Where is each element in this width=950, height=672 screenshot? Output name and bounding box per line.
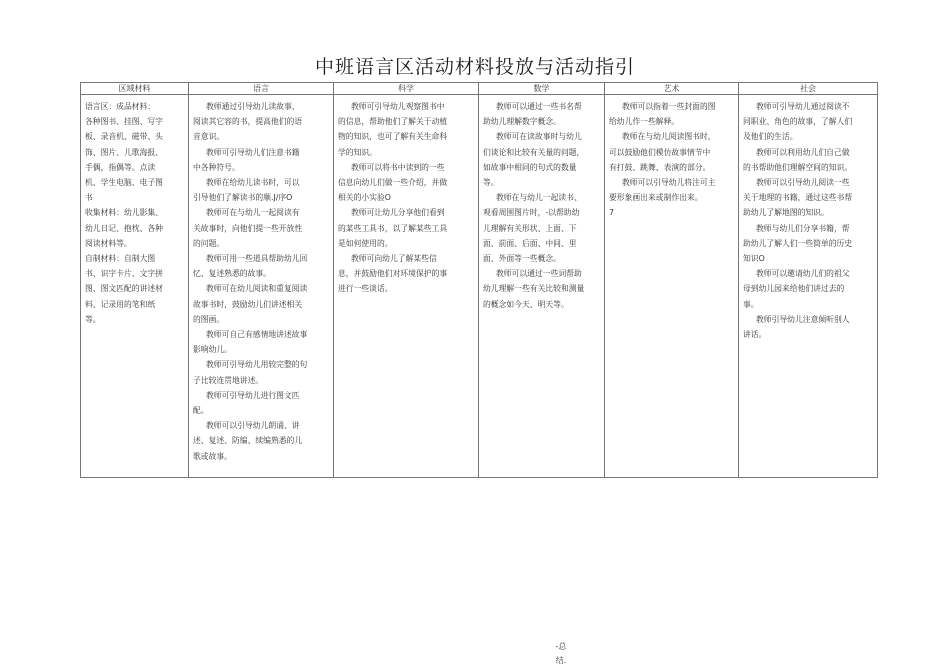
- cell-text-line: 板、录音机、磁带、头: [85, 132, 163, 142]
- cell-text-line: 的信息，帮助他们了解关于动植: [338, 117, 448, 127]
- cell-text-line: 料、记录用的笔和纸: [85, 299, 156, 309]
- cell-text-line: 教师可以利用幼儿们自己做: [756, 147, 850, 157]
- cell-text-line: 信息向幼儿们做一些介绍，并做: [338, 178, 448, 188]
- cell-text-line: 教师可以引导幼儿阅读一些: [756, 178, 850, 188]
- cell-text-line: 教师可在与幼儿一起阅读有: [206, 208, 300, 218]
- cell-text-line: 给幼儿作一些解释。: [609, 117, 680, 127]
- cell-text-line: 阅读材料等。: [85, 238, 132, 248]
- cell-text-line: 幼儿理解一些有关比较和测量: [483, 284, 585, 294]
- cell-text-line: 自制材料：自制大图: [85, 254, 156, 264]
- cell-society: [739, 95, 878, 478]
- cell-text-line: 教师可以引导幼儿朗诵、讲: [206, 421, 300, 431]
- cell-text-line: 及他们的生活。: [743, 132, 798, 142]
- cell-text-line: 教师可引导幼儿通过阅读不: [756, 102, 850, 111]
- cell-text-line: 教师可自己有感情地讲述故事: [206, 330, 308, 340]
- cell-text-line: 7: [609, 208, 614, 218]
- cell-math: [479, 95, 605, 478]
- cell-text-line: 收集材料：幼儿影集、: [85, 208, 163, 218]
- cell-text-line: 等。: [483, 178, 499, 188]
- cell-text-line: 教师可引导幼儿进行图文匹: [206, 390, 300, 400]
- cell-text-line: 子比较连贯地讲述。: [193, 375, 264, 385]
- activity-guide-table: [80, 82, 878, 478]
- cell-text-line: 助幼儿了解人们一些简单的历史: [743, 238, 853, 248]
- cell-text-line: 有打鼓、跳舞、表演的部分。: [609, 162, 711, 172]
- page-footer: [549, 640, 573, 668]
- cell-text-line: 教师可以邀请幼儿们的祖父: [756, 269, 850, 279]
- cell-text-line: 教师通过引导幼儿读故事、: [206, 102, 300, 111]
- cell-text-line: 手偶，指偶等。点读: [85, 162, 156, 172]
- cell-text-line: 教师可以将书中读到的一些: [351, 162, 445, 172]
- cell-text-line: 教师可用一些道具帮助幼儿回: [206, 254, 308, 264]
- footer-line: 结.: [555, 656, 567, 665]
- cell-text-line: 饰、图片、儿歌海报、: [85, 147, 163, 157]
- cell-text-line: 要形象画出来或制作出来。: [609, 193, 703, 203]
- cell-text-line: 观看周围图片时，-以帮助幼: [483, 208, 580, 218]
- cell-text-line: 相关的小实验O: [338, 193, 391, 203]
- cell-text-line: 教师与幼儿们分享书籍，帮: [756, 223, 850, 233]
- cell-text-line: 面、外面等一些概念。: [483, 254, 561, 264]
- cell-text-line: 事。: [743, 299, 759, 309]
- cell-text-line: 学的知识。: [338, 147, 377, 157]
- header-materials: 区域材料: [81, 83, 189, 95]
- cell-text-line: 关故事时，向他们提一些开放性: [193, 223, 303, 233]
- cell-text-line: 儿理解有关形状、上面、下: [483, 223, 577, 233]
- page-title: 中班语言区活动材料投放与活动指引: [314, 56, 635, 78]
- cell-text-line: 教师引导幼儿注意倾听别人: [756, 314, 850, 324]
- table-row: [81, 95, 878, 478]
- cell-text-line: 的某些工具书，以了解某些工具: [338, 223, 448, 233]
- cell-text-line: 教师在给幼儿读书时，可以: [206, 178, 300, 188]
- cell-text-line: 教师在与幼儿阅读图书时，: [622, 132, 716, 142]
- cell-text-line: 们谈论和比较有关量的问题，: [483, 147, 585, 157]
- cell-text-line: 教师可在读故事时与幼儿: [496, 132, 582, 142]
- cell-text-line: 教师可引导幼儿用较完整的句: [206, 360, 308, 370]
- cell-text-line: 引导他们了解读书的顺.J/序O: [193, 193, 293, 203]
- cell-text-line: 面、前面、后面、中间、里: [483, 238, 577, 248]
- cell-text-line: 中各种符号。: [193, 162, 240, 172]
- cell-text-line: 各种图书、挂图、写字: [85, 117, 163, 127]
- header-science: 科学: [334, 83, 479, 95]
- cell-text-line: 图、图文匹配的讲述材: [85, 284, 163, 294]
- cell-text-line: 同职业、角色的故事，了解人们: [743, 117, 853, 127]
- cell-text-line: 知识O: [743, 254, 765, 264]
- cell-text-line: 教师可向幼儿了解某些信: [351, 254, 437, 264]
- cell-text-line: 关于地理的书籍，通过这些书帮: [743, 193, 853, 203]
- cell-text-line: 教师可以通过一些词帮助: [496, 269, 582, 279]
- cell-text-line: 影响幼儿。: [193, 345, 232, 355]
- cell-text-line: 语言区：成品材料：: [85, 102, 156, 111]
- cell-text-line: 忆、复述熟悉的故事。: [193, 269, 271, 279]
- cell-text-line: 教师可让幼儿分享他们看到: [351, 208, 445, 218]
- cell-text-line: 的书帮助他们理解空间的知识。: [743, 162, 853, 172]
- cell-text-line: 幼儿日记、抱枕、各种: [85, 223, 163, 233]
- cell-text-line: 书、识字卡片、文字拼: [85, 269, 163, 279]
- cell-text-line: 可以鼓励他们模仿故事情节中: [609, 147, 711, 157]
- cell-text-line: 教师可以指着一些封面的图: [622, 102, 716, 111]
- cell-science: [334, 95, 479, 478]
- cell-text-line: 物的知识，也可了解有关生命科: [338, 132, 448, 142]
- cell-art: [605, 95, 739, 478]
- cell-text-line: 述、复述、防编、续编熟悉的儿: [193, 436, 303, 446]
- cell-text-line: 的概念如今天、明天等。: [483, 299, 569, 309]
- cell-text-line: 教师在与幼儿一起读书、: [496, 193, 582, 203]
- cell-text-line: 的问题。: [193, 238, 225, 248]
- cell-text-line: 教师可引导幼儿观察图书中: [351, 102, 445, 111]
- header-language: 语言: [189, 83, 334, 95]
- header-art: 艺术: [605, 83, 739, 95]
- cell-text-line: 歌或故事。: [193, 451, 232, 461]
- table-header-row: [81, 83, 878, 95]
- cell-text-line: 如故事中相同的句式的数量: [483, 162, 577, 172]
- cell-text-line: 是如何使用的。: [338, 238, 393, 248]
- cell-text-line: 教师可以通过一些书名帮: [496, 102, 582, 111]
- cell-text-line: 音意识。: [193, 132, 225, 142]
- cell-text-line: 的图画。: [193, 314, 225, 324]
- cell-text-line: 教师可在幼儿阅读和重复阅读: [206, 284, 308, 294]
- cell-text-line: 教师可引导幼儿们注意书籍: [206, 147, 300, 157]
- cell-text-line: 等。: [85, 314, 101, 324]
- cell-materials: [81, 95, 189, 478]
- header-society: 社会: [739, 83, 878, 95]
- cell-text-line: 书: [85, 193, 93, 203]
- cell-text-line: 助幼儿了解地图的知识。: [743, 208, 829, 218]
- footer-line: -总: [555, 642, 567, 651]
- cell-text-line: 配。: [193, 406, 209, 416]
- cell-text-line: 教师可以引导幼儿将注可主: [622, 178, 716, 188]
- cell-text-line: 助幼儿理解数字概念。: [483, 117, 561, 127]
- cell-language: [189, 95, 334, 478]
- cell-text-line: 机、学生电脑、电子图: [85, 178, 163, 188]
- cell-text-line: 息，并鼓励他们对环境保护的事: [338, 269, 448, 279]
- cell-text-line: 母到幼儿园来给他们讲过去的: [743, 284, 845, 294]
- cell-text-line: 故事书时，鼓励幼儿们讲述相关: [193, 299, 303, 309]
- header-math: 数学: [479, 83, 605, 95]
- cell-text-line: 讲话。: [743, 330, 767, 340]
- cell-text-line: 进行一些谈话。: [338, 284, 393, 294]
- cell-text-line: 阅读其它容的书，提高他们的语: [193, 117, 303, 127]
